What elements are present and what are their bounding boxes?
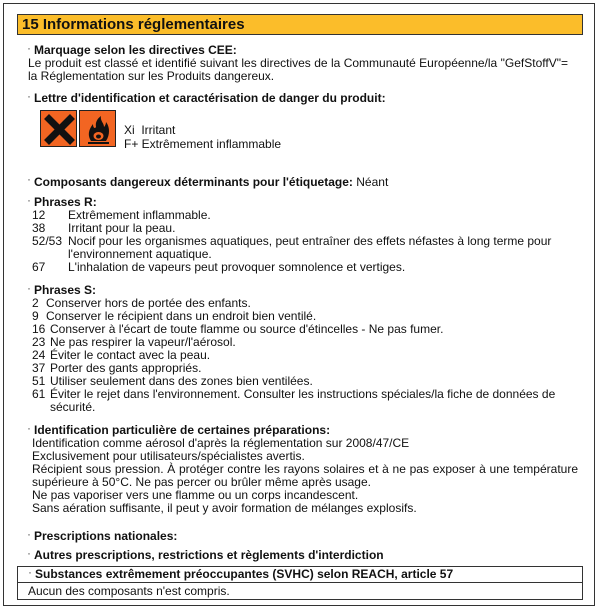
s-phrase-text: Éviter le rejet dans l'environnement. Consulter les instructions spéciales/la fiche de données de sécurité. <box>50 387 556 414</box>
identification-section <box>34 424 578 515</box>
marquage-section <box>28 43 568 83</box>
composants-section <box>34 176 388 189</box>
hazard-legend <box>124 123 281 151</box>
phrases-r-heading: · Phrases R: <box>34 196 582 209</box>
identification-heading: · Identification particulière de certaines préparations: <box>34 424 578 437</box>
section-header: 15 Informations réglementaires <box>17 14 583 35</box>
r-phrase-text: Irritant pour la peau. <box>68 221 176 235</box>
s-phrase-row <box>32 388 582 414</box>
phrases-r-section <box>34 196 582 274</box>
identification-line: Identification comme aérosol d'après la réglementation sur 2008/47/CE <box>32 436 410 450</box>
flame-icon <box>79 110 116 147</box>
identification-line: Sans aération suffisante, il peut y avoir formation de mélanges explosifs. <box>32 501 417 515</box>
legend-fplus: F+ Extrêmement inflammable <box>124 137 282 151</box>
s-phrase-code: 2 <box>32 296 39 310</box>
irritant-cross-icon <box>40 110 77 147</box>
autres-section <box>34 549 384 562</box>
s-phrase-code: 61 <box>32 387 46 401</box>
s-phrase-code: 37 <box>32 361 46 375</box>
r-phrase-code: 67 <box>32 260 46 274</box>
svhc-text: Aucun des composants n'est compris. <box>28 584 230 598</box>
identification-line: Ne pas vaporiser vers une flamme ou un corps incandescent. <box>32 488 359 502</box>
autres-heading: · Autres prescriptions, restrictions et règlements d'interdiction <box>34 549 384 562</box>
s-phrase-text: Conserver le récipient dans un endroit bien ventilé. <box>46 309 317 323</box>
s-phrase-text: Conserver à l'écart de toute flamme ou source d'étincelles - Ne pas fumer. <box>50 322 444 336</box>
r-phrase-code: 12 <box>32 208 46 222</box>
s-phrase-text: Porter des gants appropriés. <box>50 361 202 375</box>
phrases-s-heading: · Phrases S: <box>34 284 582 297</box>
s-phrase-code: 51 <box>32 374 46 388</box>
svhc-heading: · Substances extrêmement préoccupantes (SVHC) selon REACH, article 57 <box>18 567 582 583</box>
identification-line: Exclusivement pour utilisateurs/spécialistes avertis. <box>32 449 305 463</box>
s-phrase-text: Utiliser seulement dans des zones bien ventilées. <box>50 374 313 388</box>
s-phrase-code: 23 <box>32 335 46 349</box>
s-phrase-text: Ne pas respirer la vapeur/l'aérosol. <box>50 335 236 349</box>
s-phrase-code: 16 <box>32 322 46 336</box>
marquage-text: Le produit est classé et identifié suivant les directives de la Communauté Européenne/la "GefStoffV"= la Réglementation sur les Produits dangereux. <box>28 56 568 83</box>
identification-line: Récipient sous pression. À protéger contre les rayons solaires et à ne pas exposer à une température supérieure à 50°C. Ne pas percer ou brûler même après usage. <box>32 462 578 489</box>
lettre-section <box>34 92 386 105</box>
prescriptions-section <box>34 530 177 543</box>
s-phrase-text: Conserver hors de portée des enfants. <box>46 296 251 310</box>
composants-heading: · Composants dangereux déterminants pour l'étiquetage: <box>34 175 353 189</box>
r-phrase-row <box>32 235 582 261</box>
phrases-s-section <box>34 284 582 414</box>
r-phrase-code: 38 <box>32 221 46 235</box>
composants-value: Néant <box>356 175 389 189</box>
r-phrase-row <box>32 261 582 274</box>
s-phrase-code: 24 <box>32 348 46 362</box>
s-phrase-code: 9 <box>32 309 39 323</box>
svhc-box <box>17 566 583 600</box>
hazard-pictograms <box>40 110 116 147</box>
r-phrase-text: Extrêmement inflammable. <box>68 208 211 222</box>
lettre-heading: · Lettre d'identification et caractérisation de danger du produit: <box>34 92 386 105</box>
marquage-heading: · Marquage selon les directives CEE: <box>34 44 568 57</box>
r-phrase-code: 52/53 <box>32 234 63 248</box>
r-phrase-text: L'inhalation de vapeurs peut provoquer somnolence et vertiges. <box>68 260 406 274</box>
r-phrase-text: Nocif pour les organismes aquatiques, peut entraîner des effets néfastes à long terme pour l'environnement aquatique. <box>68 234 552 261</box>
s-phrase-text: Éviter le contact avec la peau. <box>50 348 211 362</box>
legend-xi: Xi Irritant <box>124 123 176 137</box>
prescriptions-heading: · Prescriptions nationales: <box>34 530 177 543</box>
